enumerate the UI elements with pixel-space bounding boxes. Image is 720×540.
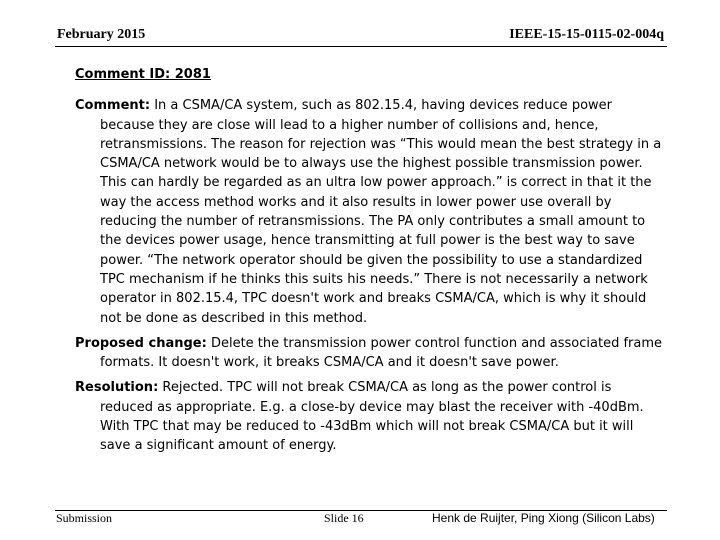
slide-body: [75, 65, 665, 462]
resolution-text: Rejected. TPC will not break CSMA/CA as long as the power control is reduced as appropriate. E.g. a close-by device may blast the receiver with -40dBm. With TPC that may be reduced to -43dBm which will not break CSMA/CA but it will save a significant amount of energy.: [100, 380, 644, 454]
header-document-id: IEEE-15-15-0115-02-004q: [509, 27, 664, 42]
proposed-change-label: Proposed change:: [75, 335, 207, 351]
footer-authors: Henk de Ruijter, Ping Xiong (Silicon Labs): [432, 511, 655, 525]
comment-text: In a CSMA/CA system, such as 802.15.4, having devices reduce power because they are close will lead to a higher number of collisions and, hence, retransmissions. The reason for rejection was “This would mean the best strategy in a CSMA/CA network would be to always use the highest possible transmission power. This can hardly be regarded as an ultra low power approach.” is correct in that it the way the access method works and it also results in lower power use overall by reducing the number of retransmissions. The PA only contributes a small amount to the devices power usage, hence transmitting at full power is the best way to save power. “The network operator should be given the possibility to use a standardized TPC mechanism if he thinks this suits his needs.” There is not necessarily a network operator in 802.15.4, TPC doesn't work and breaks CSMA/CA, which is why it should not be done as described in this method.: [100, 98, 662, 326]
header-date: February 2015: [57, 27, 146, 42]
comment-id-heading: Comment ID: 2081: [75, 67, 211, 82]
resolution-paragraph: [75, 378, 665, 455]
resolution-label: Resolution:: [75, 380, 159, 396]
comment-paragraph: [75, 96, 665, 328]
proposed-change-text: Delete the transmission power control function and associated frame formats. It doesn't work, it breaks CSMA/CA and it doesn't save power.: [100, 335, 662, 371]
header-divider: [55, 46, 667, 47]
footer-slide-number: Slide 16: [324, 511, 364, 525]
proposed-change-paragraph: [75, 334, 665, 373]
footer-submission: Submission: [56, 511, 113, 525]
comment-label: Comment:: [75, 98, 151, 114]
